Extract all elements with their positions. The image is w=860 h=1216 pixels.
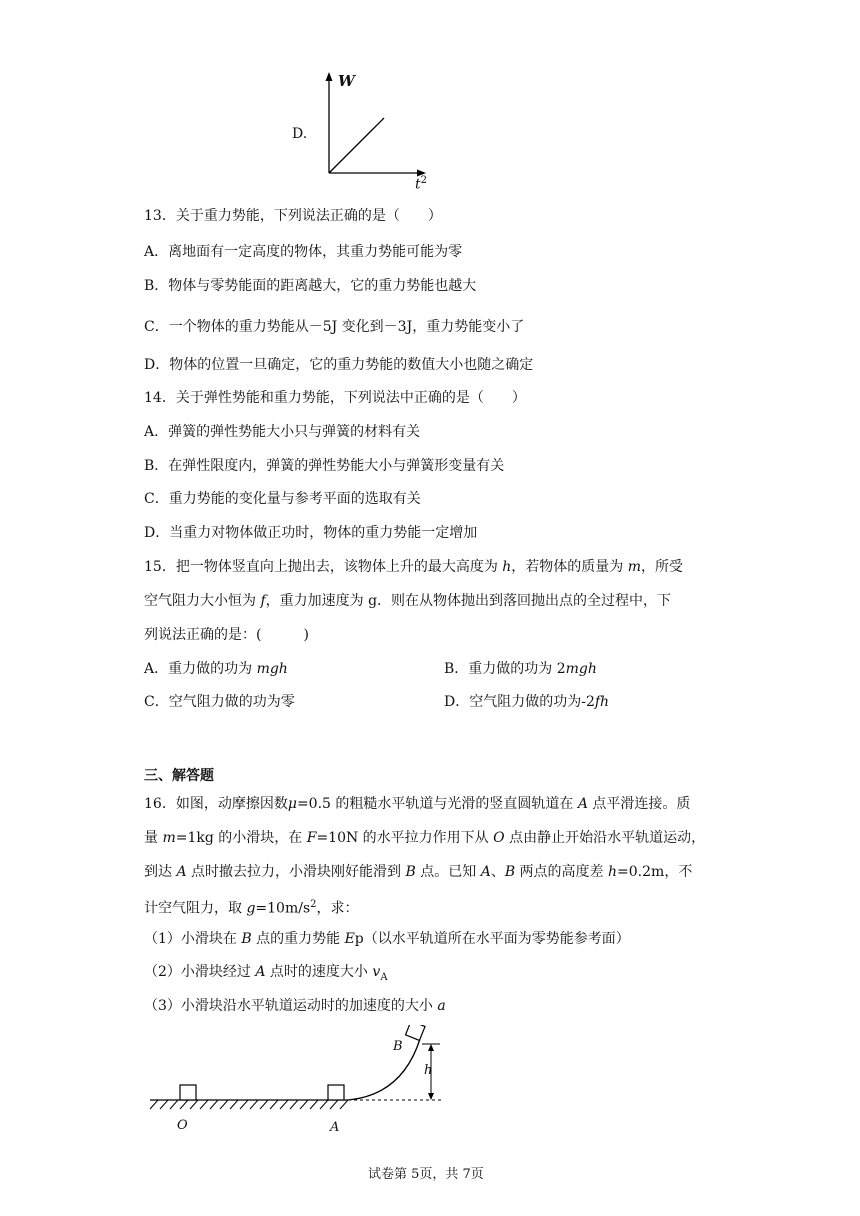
q14-option-a: A．弹簧的弹性势能大小只与弹簧的材料有关 xyxy=(144,424,421,440)
point-a-label: A xyxy=(330,1120,340,1135)
q15-line2: 空气阻力大小恒为 f，重力加速度为 g．则在从物体抛出到落回抛出点的全过程中，下 xyxy=(144,593,672,609)
point-b-label: B xyxy=(393,1039,403,1054)
q16-sub3: （3）小滑块沿水平轨道运动时的加速度的大小 a xyxy=(144,998,446,1014)
page-footer: 试卷第 5页，共 7页 xyxy=(368,1167,484,1182)
option-d-label: D. xyxy=(292,126,308,142)
q16-line1: 16．如图，动摩擦因数μ=0.5 的粗糙水平轨道与光滑的竖直圆轨道在 A 点平滑连接。质 xyxy=(144,796,691,812)
q13-option-c: C．一个物体的重力势能从－5J 变化到－3J，重力势能变小了 xyxy=(144,319,525,335)
graph-w-vs-t2 xyxy=(310,70,430,200)
graph-y-axis-label: W xyxy=(338,72,355,90)
graph-x-axis-var: t xyxy=(415,176,421,193)
track-diagram xyxy=(144,1025,454,1135)
q14-option-b: B．在弹性限度内，弹簧的弹性势能大小与弹簧形变量有关 xyxy=(144,458,505,474)
q16-line3: 到达 A 点时撤去拉力，小滑块刚好能滑到 B 点。已知 A、B 两点的高度差 h=0.2m，不 xyxy=(144,864,693,880)
q16-sub2: （2）小滑块经过 A 点时的速度大小 $v_A$ xyxy=(144,964,388,983)
q14-stem: 14．关于弹性势能和重力势能，下列说法中正确的是（ ） xyxy=(144,390,526,406)
q15-line1: 15．把一物体竖直向上抛出去，该物体上升的最大高度为 h，若物体的质量为 m，所受 xyxy=(144,559,684,575)
q13-stem: 13．关于重力势能，下列说法正确的是（ ） xyxy=(144,208,442,224)
height-h-label: h xyxy=(424,1063,433,1078)
graph-x-axis-label xyxy=(415,172,427,194)
point-o-label: O xyxy=(177,1118,188,1133)
q16-sub1: （1）小滑块在 B 点的重力势能 Ep（以水平轨道所在水平面为零势能参考面） xyxy=(144,931,630,947)
section-heading: 三、解答题 xyxy=(144,768,214,784)
q16-line2: 量 m=1kg 的小滑块，在 F=10N 的水平拉力作用下从 O 点由静止开始沿水平轨道运动， xyxy=(144,830,706,846)
q15-option-a: A．重力做的功为 mgh xyxy=(144,661,288,677)
q14-option-c: C．重力势能的变化量与参考平面的选取有关 xyxy=(144,491,421,507)
q15-line3: 列说法正确的是：( ) xyxy=(144,627,309,643)
q13-option-b: B．物体与零势能面的距离越大，它的重力势能也越大 xyxy=(144,278,477,294)
graph-x-axis-exp: 2 xyxy=(420,175,428,186)
q15-option-b: B．重力做的功为 2mgh xyxy=(444,661,597,677)
q15-option-d: D．空气阻力做的功为-2fh xyxy=(444,694,610,710)
q15-option-c: C．空气阻力做的功为零 xyxy=(144,694,295,710)
q13-option-a: A．离地面有一定高度的物体，其重力势能可能为零 xyxy=(144,244,463,260)
q13-option-d: D．物体的位置一旦确定，它的重力势能的数值大小也随之确定 xyxy=(144,357,534,373)
q14-option-d: D．当重力对物体做正功时，物体的重力势能一定增加 xyxy=(144,525,478,541)
q16-line4: 计空气阻力，取 $g=10m/s^2$，求： xyxy=(144,899,359,917)
